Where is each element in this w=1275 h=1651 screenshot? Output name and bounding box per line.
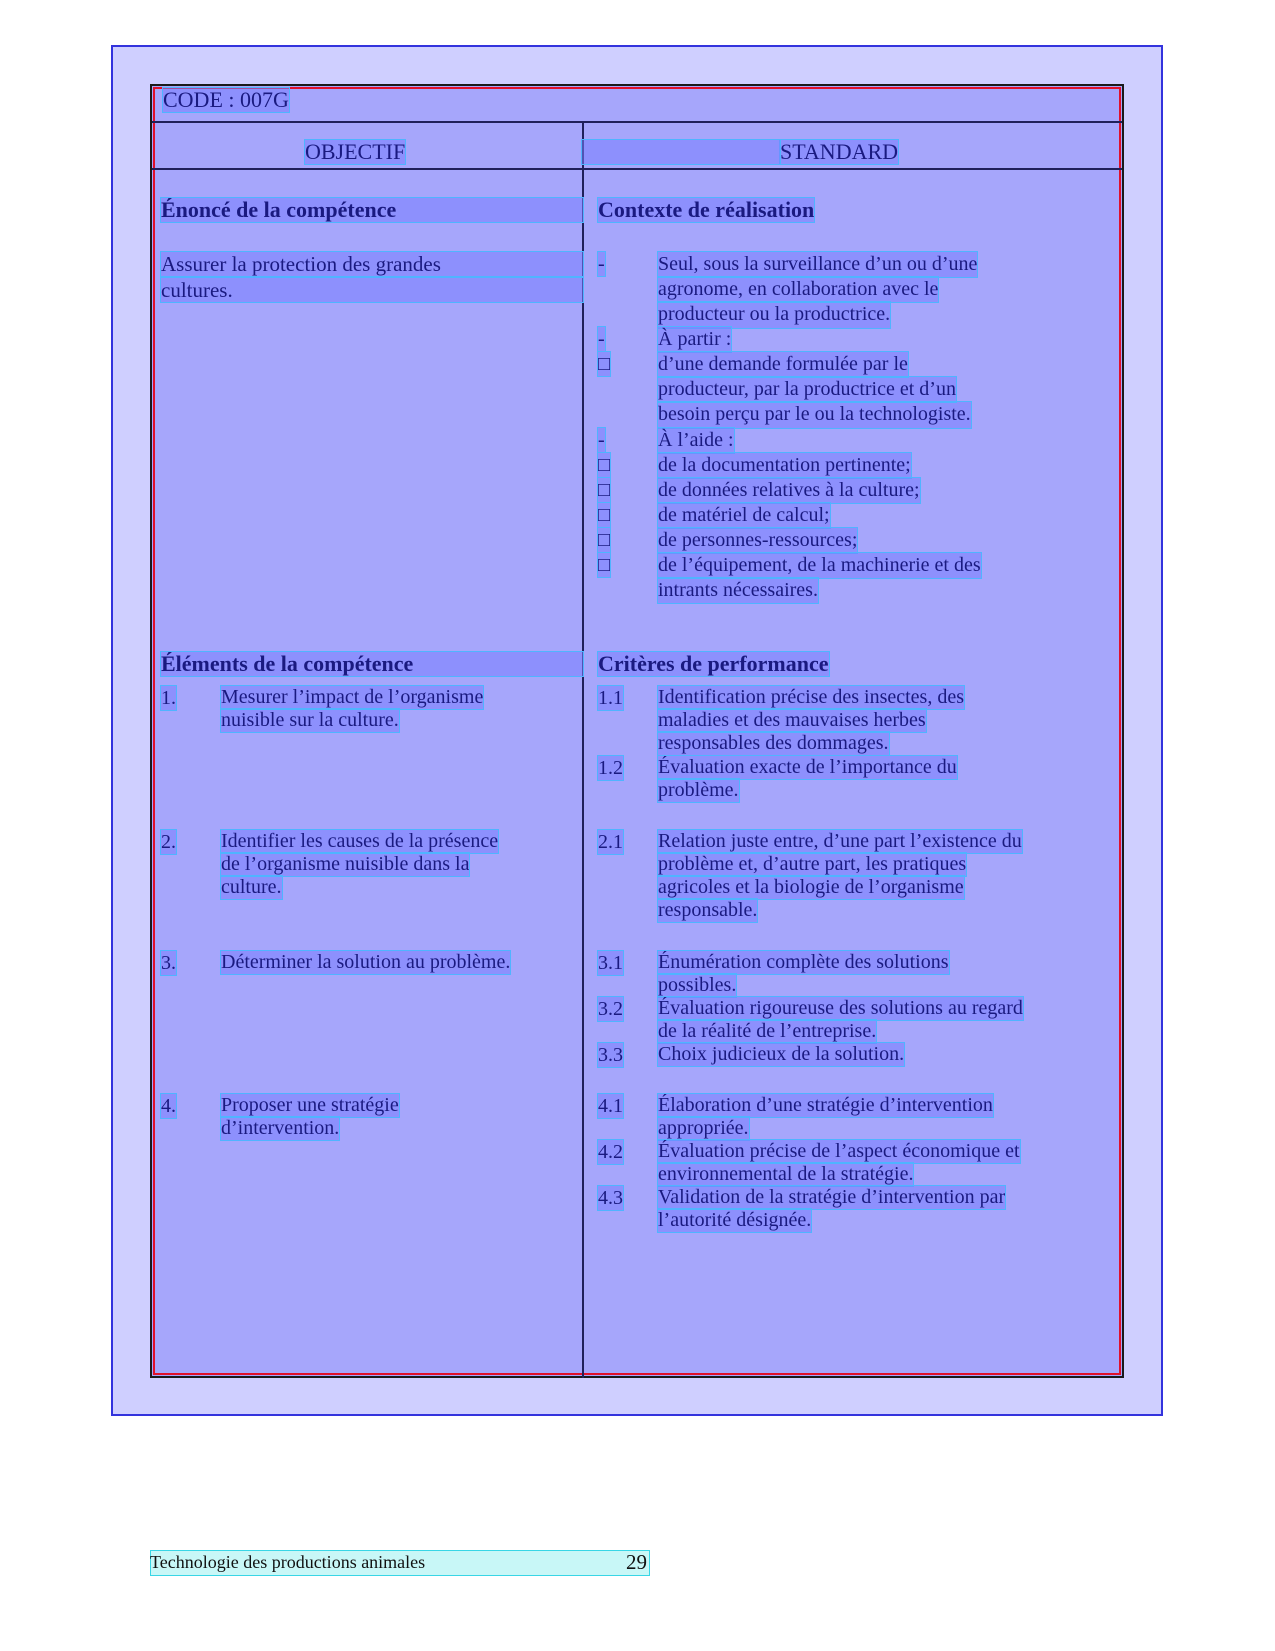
item-number: 3.3 bbox=[598, 1044, 623, 1066]
list-item bbox=[598, 428, 1098, 453]
list-item bbox=[598, 553, 1098, 603]
item-number: □ bbox=[598, 554, 611, 576]
header-bar bbox=[582, 140, 780, 164]
header-standard: STANDARD bbox=[780, 139, 899, 164]
list-item bbox=[161, 1094, 581, 1140]
item-text-line: Évaluation précise de l’aspect économique et bbox=[658, 1140, 1020, 1162]
item-number: 4.2 bbox=[598, 1141, 623, 1163]
item-text-line: de l’organisme nuisible dans la bbox=[221, 853, 470, 875]
footer-title: Technologie des productions animales bbox=[150, 1552, 426, 1572]
item-number: 1.1 bbox=[598, 687, 623, 709]
page-number: 29 bbox=[626, 1550, 647, 1574]
item-number: 3. bbox=[161, 952, 176, 974]
item-text-line: À partir : bbox=[658, 327, 731, 352]
item-text-line: À l’aide : bbox=[658, 428, 734, 453]
item-text-line: responsables des dommages. bbox=[658, 732, 889, 754]
item-number: 4. bbox=[161, 1095, 176, 1117]
item-text-line: besoin perçu par le ou la technologiste. bbox=[658, 402, 971, 427]
item-text-line: Validation de la stratégie d’intervention par bbox=[658, 1186, 1006, 1208]
criteres-title: Critères de performance bbox=[598, 651, 829, 676]
item-text-line: de personnes-ressources; bbox=[658, 528, 857, 553]
item-text-line: d’intervention. bbox=[221, 1117, 340, 1139]
item-text-line: Seul, sous la surveillance d’un ou d’une bbox=[658, 252, 977, 277]
list-item bbox=[598, 453, 1098, 478]
item-text-line: culture. bbox=[221, 876, 282, 898]
contexte-title: Contexte de réalisation bbox=[598, 197, 815, 222]
item-text-line: agronome, en collaboration avec le bbox=[658, 277, 938, 302]
list-item bbox=[598, 478, 1098, 503]
item-text-line: agricoles et la biologie de l’organisme bbox=[658, 876, 964, 898]
item-text-line: Déterminer la solution au problème. bbox=[221, 951, 511, 973]
item-text-line: possibles. bbox=[658, 974, 737, 996]
item-number: □ bbox=[598, 353, 611, 375]
list-item bbox=[598, 1140, 1098, 1186]
list-item bbox=[161, 830, 581, 899]
item-number: - bbox=[598, 429, 605, 451]
item-text-line: problème. bbox=[658, 779, 739, 801]
list-item bbox=[598, 1094, 1098, 1140]
item-text-line: nuisible sur la culture. bbox=[221, 709, 399, 731]
item-number: 2.1 bbox=[598, 831, 623, 853]
item-text-line: de données relatives à la culture; bbox=[658, 478, 920, 503]
column-divider bbox=[582, 121, 584, 1378]
enonce-line: cultures. bbox=[161, 278, 583, 302]
code-label: CODE : 007G bbox=[163, 87, 289, 112]
enonce-title: Énoncé de la compétence bbox=[161, 198, 583, 222]
list-item bbox=[598, 1186, 1098, 1232]
item-number: - bbox=[598, 253, 605, 275]
item-number: 1.2 bbox=[598, 757, 623, 779]
item-text-line: de la documentation pertinente; bbox=[658, 453, 911, 478]
list-item bbox=[598, 528, 1098, 553]
item-text-line: Évaluation rigoureuse des solutions au regard bbox=[658, 997, 1023, 1019]
item-text-line: Mesurer l’impact de l’organisme bbox=[221, 686, 484, 708]
item-number: 3.1 bbox=[598, 952, 623, 974]
item-text-line: Énumération complète des solutions bbox=[658, 951, 949, 973]
item-text-line: problème et, d’autre part, les pratiques bbox=[658, 853, 967, 875]
list-item bbox=[598, 327, 1098, 352]
list-item bbox=[598, 1043, 1098, 1066]
elements-title: Éléments de la compétence bbox=[161, 652, 583, 676]
item-text-line: d’une demande formulée par le bbox=[658, 352, 908, 377]
item-text-line: producteur ou la productrice. bbox=[658, 302, 890, 327]
list-item bbox=[598, 997, 1098, 1043]
list-item bbox=[598, 951, 1098, 997]
item-text-line: de la réalité de l’entreprise. bbox=[658, 1020, 877, 1042]
item-text-line: appropriée. bbox=[658, 1117, 749, 1139]
list-item bbox=[598, 503, 1098, 528]
list-item bbox=[598, 830, 1098, 922]
header-objective: OBJECTIF bbox=[305, 139, 406, 164]
enonce-line: Assurer la protection des grandes bbox=[161, 252, 583, 276]
item-text-line: Identification précise des insectes, des bbox=[658, 686, 964, 708]
code-row-divider bbox=[152, 121, 1122, 123]
item-text-line: de l’équipement, de la machinerie et des bbox=[658, 553, 981, 578]
item-text-line: de matériel de calcul; bbox=[658, 503, 830, 528]
item-text-line: Proposer une stratégie bbox=[221, 1094, 399, 1116]
item-number: □ bbox=[598, 479, 611, 501]
item-text-line: Choix judicieux de la solution. bbox=[658, 1043, 905, 1065]
list-item bbox=[598, 352, 1098, 428]
item-text-line: Identifier les causes de la présence bbox=[221, 830, 499, 852]
item-number: □ bbox=[598, 504, 611, 526]
item-number: - bbox=[598, 328, 605, 350]
item-text-line: Relation juste entre, d’une part l’existence du bbox=[658, 830, 1022, 852]
list-item bbox=[161, 951, 581, 974]
item-number: 4.1 bbox=[598, 1095, 623, 1117]
item-text-line: maladies et des mauvaises herbes bbox=[658, 709, 926, 731]
item-text-line: l’autorité désignée. bbox=[658, 1209, 812, 1231]
item-text-line: responsable. bbox=[658, 899, 758, 921]
header-row-divider bbox=[152, 168, 1122, 170]
list-item bbox=[598, 686, 1098, 755]
item-number: 1. bbox=[161, 687, 176, 709]
item-text-line: environnemental de la stratégie. bbox=[658, 1163, 914, 1185]
item-number: 3.2 bbox=[598, 998, 623, 1020]
item-text-line: producteur, par la productrice et d’un bbox=[658, 377, 956, 402]
list-item bbox=[161, 686, 581, 732]
item-number: □ bbox=[598, 529, 611, 551]
list-item bbox=[598, 756, 1098, 802]
item-text-line: Évaluation exacte de l’importance du bbox=[658, 756, 957, 778]
item-text-line: intrants nécessaires. bbox=[658, 578, 818, 603]
item-number: 2. bbox=[161, 831, 176, 853]
item-text-line: Élaboration d’une stratégie d’intervention bbox=[658, 1094, 993, 1116]
item-number: 4.3 bbox=[598, 1187, 623, 1209]
item-number: □ bbox=[598, 454, 611, 476]
list-item bbox=[598, 252, 1098, 328]
